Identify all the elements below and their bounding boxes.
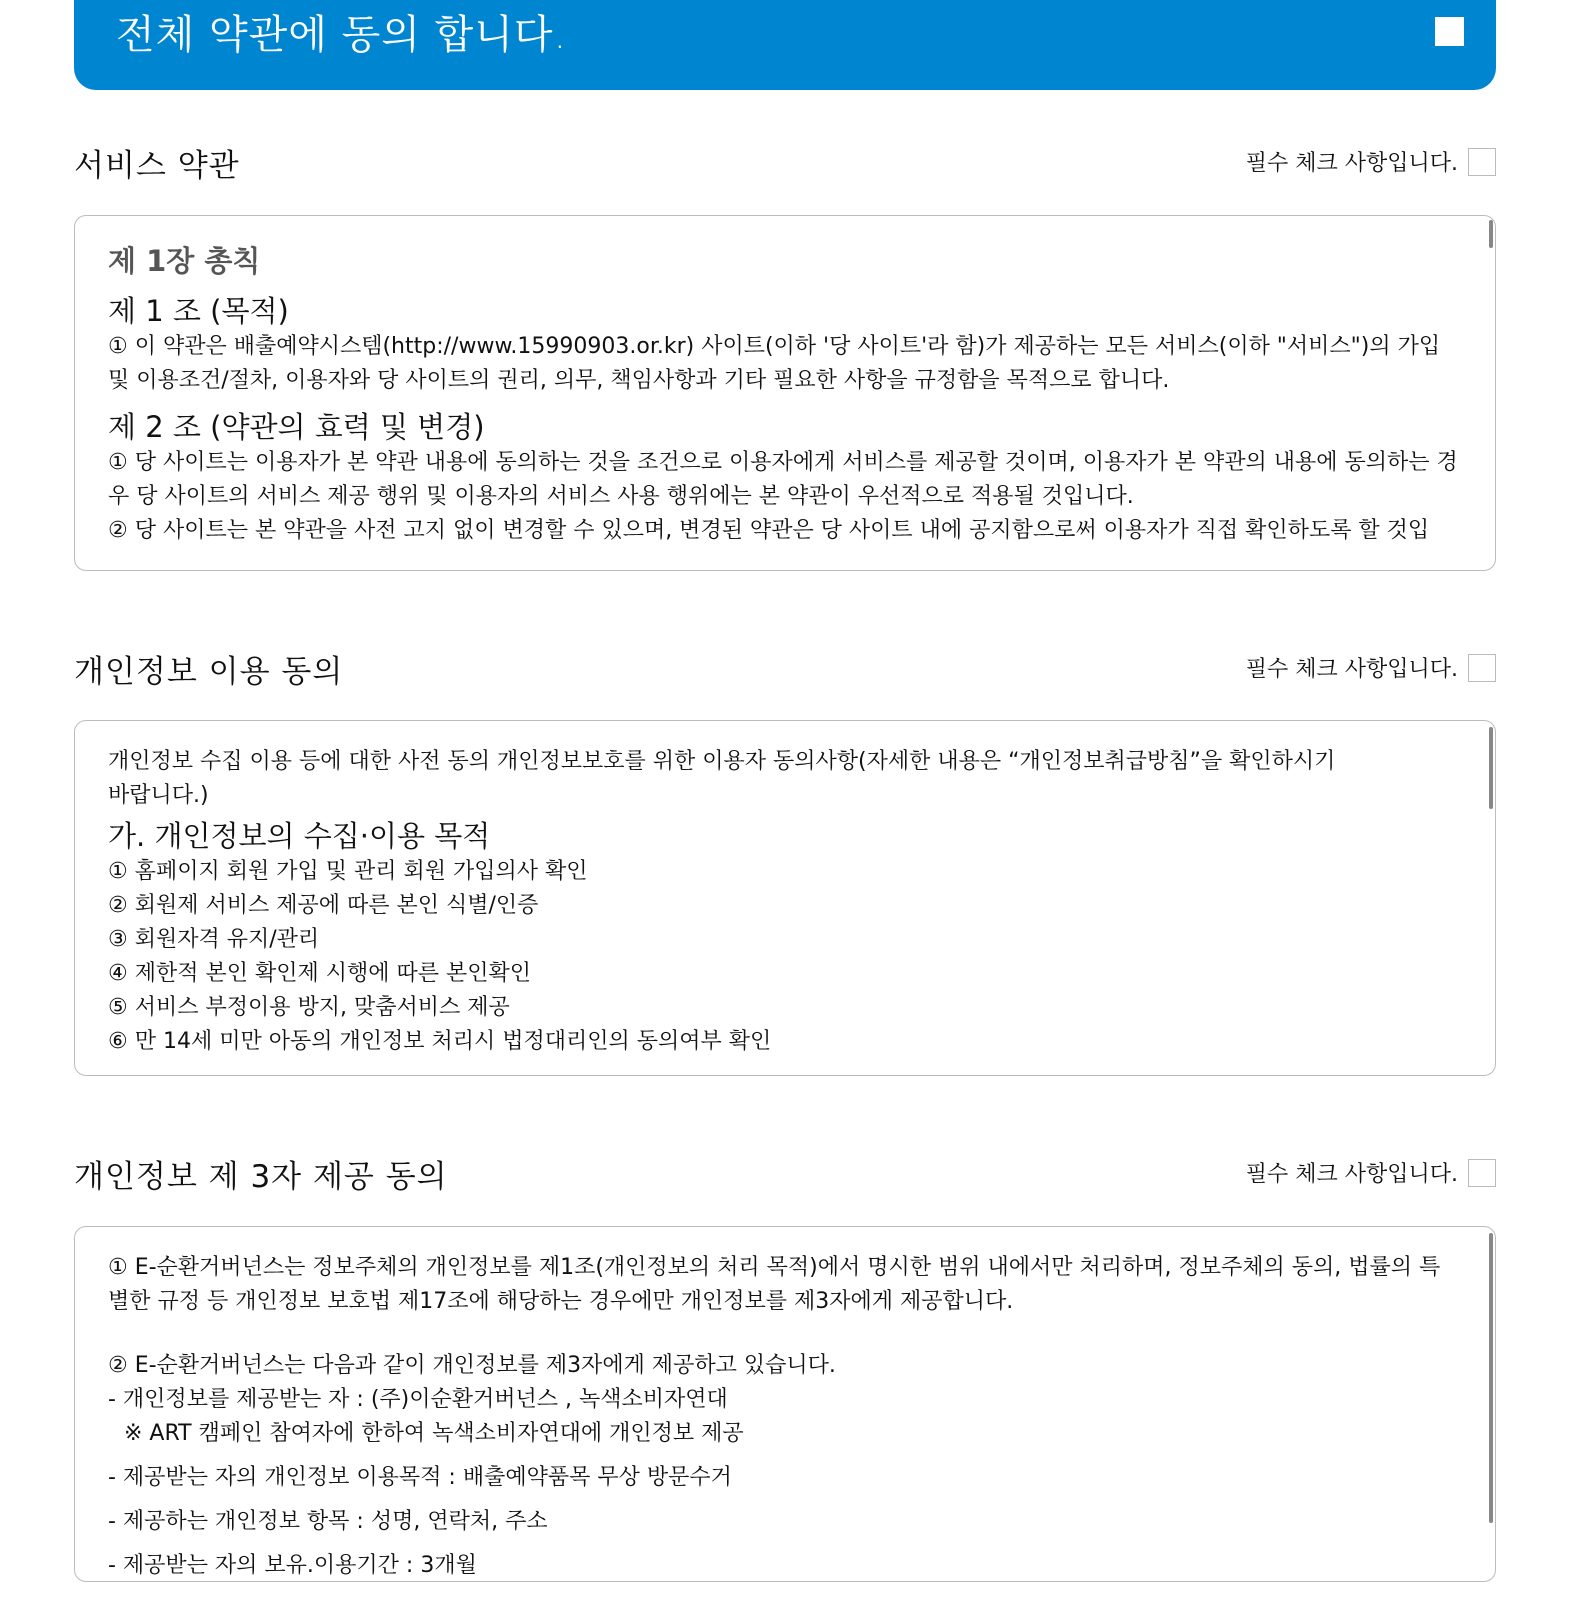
third-party-note: ※ ART 캠페인 참여자에 한하여 녹색소비자연대에 개인정보 제공 — [124, 1421, 744, 1446]
third-party-paragraph-1: ① E-순환거버넌스는 정보주체의 개인정보를 제1조(개인정보의 처리 목적)에서 명시한 범위 내에서만 처리하며, 정보주체의 동의, 법률의 특별한 규정 등 개인정보 보호법 제17조에 해당하는 경우에만 개인정보를 제3자에게 제공합니다. — [108, 1255, 1441, 1314]
privacy-item: ① 홈페이지 회원 가입 및 관리 회원 가입의사 확인 — [108, 859, 588, 884]
required-label: 필수 체크 사항입니다. — [1245, 1162, 1458, 1187]
privacy-use-title: 개인정보 이용 동의 — [74, 654, 344, 690]
third-party-purpose: - 제공받는 자의 개인정보 이용목적 : 배출예약품목 무상 방문수거 — [108, 1465, 732, 1490]
third-party-scrollbar[interactable] — [1489, 1233, 1493, 1523]
required-label: 필수 체크 사항입니다. — [1245, 151, 1458, 176]
article-2-paragraph-1: ① 당 사이트는 이용자가 본 약관 내용에 동의하는 것을 조건으로 이용자에게 서비스를 제공할 것이며, 이용자가 본 약관의 내용에 동의하는 경우 당 사이트의 서비스 제공 행위 및 이용자의 서비스 사용 행위에는 본 약관이 우선적으로 적용될 것입니다. — [108, 450, 1458, 509]
third-party-retention: - 제공받는 자의 보유.이용기간 : 3개월 — [108, 1553, 477, 1578]
article-1-title: 제 1 조 (목적) — [108, 294, 289, 328]
required-label: 필수 체크 사항입니다. — [1245, 657, 1458, 682]
article-2-title: 제 2 조 (약관의 효력 및 변경) — [108, 410, 485, 444]
privacy-use-checkbox[interactable] — [1468, 654, 1496, 682]
privacy-use-box[interactable] — [74, 720, 1496, 1076]
service-terms-scrollbar[interactable] — [1489, 220, 1493, 248]
third-party-content — [108, 1227, 1459, 1581]
privacy-purpose-heading: 가. 개인정보의 수집·이용 목적 — [108, 819, 491, 853]
third-party-items: - 제공하는 개인정보 항목 : 성명, 연락처, 주소 — [108, 1509, 548, 1534]
service-terms-box[interactable] — [74, 215, 1496, 571]
third-party-required — [1246, 1157, 1496, 1188]
service-terms-checkbox[interactable] — [1468, 148, 1496, 176]
privacy-use-scrollbar[interactable] — [1489, 727, 1493, 809]
service-terms-content — [108, 216, 1459, 570]
privacy-item: ② 회원제 서비스 제공에 따른 본인 식별/인증 — [108, 893, 539, 918]
third-party-recipient: - 개인정보를 제공받는 자 : (주)이순환거버넌스 , 녹색소비자연대 — [108, 1387, 728, 1412]
privacy-item: ④ 제한적 본인 확인제 시행에 따른 본인확인 — [108, 961, 531, 986]
privacy-intro: 개인정보 수집 이용 등에 대한 사전 동의 개인정보보호를 위한 이용자 동의사항(자세한 내용은 “개인정보취급방침”을 확인하시기 바랍니다.) — [108, 749, 1336, 808]
chapter-title: 제 1장 총칙 — [108, 244, 261, 278]
privacy-use-required — [1246, 652, 1496, 683]
article-2-paragraph-2: ② 당 사이트는 본 약관을 사전 고지 없이 변경할 수 있으며, 변경된 약관은 당 사이트 내에 공지함으로써 이용자가 직접 확인하도록 할 것입 — [108, 518, 1430, 543]
agree-all-banner[interactable] — [74, 0, 1496, 90]
article-1-body: ① 이 약관은 배출예약시스템(http://www.15990903.or.kr) 사이트(이하 '당 사이트'라 함)가 제공하는 모든 서비스(이하 "서비스")의 가입 및 이용조건/절차, 이용자와 당 사이트의 권리, 의무, 책임사항과 기타 필요한 사항을 규정함을 목적으로 합니다. — [108, 334, 1441, 393]
agree-all-checkbox[interactable] — [1435, 17, 1464, 46]
third-party-title: 개인정보 제 3자 제공 동의 — [74, 1159, 448, 1195]
service-terms-required — [1246, 146, 1496, 177]
third-party-box[interactable] — [74, 1226, 1496, 1582]
agree-all-label: 전체 약관에 동의 합니다. — [116, 12, 568, 58]
third-party-checkbox[interactable] — [1468, 1159, 1496, 1187]
service-terms-title: 서비스 약관 — [74, 148, 240, 184]
privacy-item: ⑥ 만 14세 미만 아동의 개인정보 처리시 법정대리인의 동의여부 확인 — [108, 1029, 772, 1054]
privacy-item: ③ 회원자격 유지/관리 — [108, 927, 320, 952]
privacy-item: ⑤ 서비스 부정이용 방지, 맞춤서비스 제공 — [108, 995, 510, 1020]
third-party-paragraph-2: ② E-순환거버넌스는 다음과 같이 개인정보를 제3자에게 제공하고 있습니다. — [108, 1353, 836, 1378]
privacy-use-content — [108, 721, 1459, 1075]
